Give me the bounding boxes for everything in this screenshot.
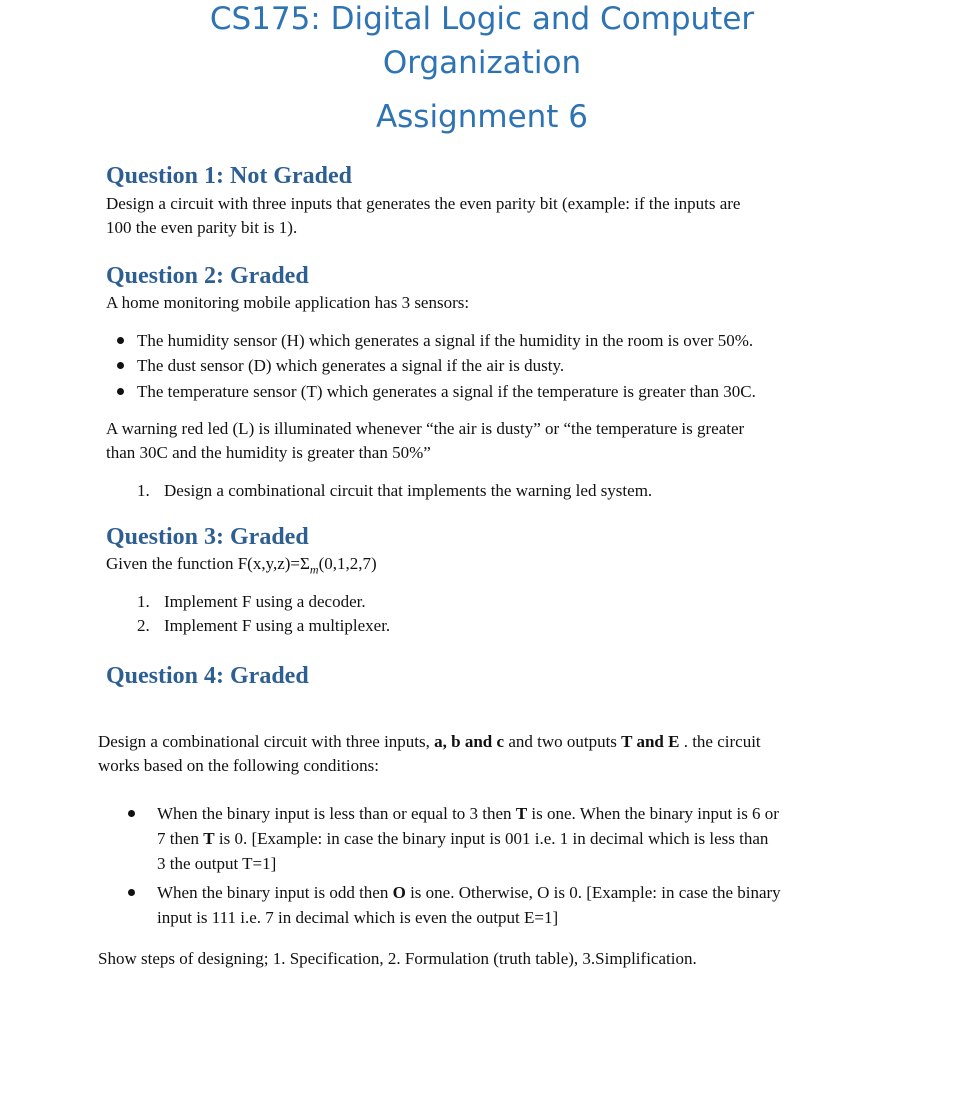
q2-warning-line2: than 30C and the humidity is greater than 50%” xyxy=(106,443,431,462)
bullet-icon xyxy=(117,337,124,344)
q2-warning-line1: A warning red led (L) is illuminated whenever “the air is dusty” or “the temperature is greater xyxy=(106,419,745,438)
q3-task-text: Implement F using a multiplexer. xyxy=(164,616,391,635)
q4-heading: Question 4: Graded xyxy=(106,663,309,689)
course-title-cont: Organization xyxy=(382,45,582,81)
q4-b1-text: 7 then xyxy=(157,829,204,848)
q4-b1-output: T xyxy=(203,829,215,848)
bullet-icon xyxy=(117,362,124,369)
q3-task-text: Implement F using a decoder. xyxy=(164,592,366,611)
q4-b2-text: is one. Otherwise, O is 0. [Example: in case the binary xyxy=(405,883,781,902)
q2-bullet-temperature: The temperature sensor (T) which generates a signal if the temperature is greater than 30C. xyxy=(137,382,756,401)
q4-bullet1-line2 xyxy=(157,827,768,851)
q2-bullet-humidity: The humidity sensor (H) which generates a signal if the humidity in the room is over 50%. xyxy=(137,331,754,350)
q4-p1-inputs: a, b and c xyxy=(434,732,505,751)
q1-text-line2: 100 the even parity bit is 1). xyxy=(106,218,298,237)
q3-task-number: 2. xyxy=(137,616,150,635)
q4-bullet2-line2: input is 111 i.e. 7 in decimal which is even the output E=1] xyxy=(157,908,559,927)
q1-heading: Question 1: Not Graded xyxy=(106,163,352,189)
bullet-icon xyxy=(117,388,124,395)
q2-intro: A home monitoring mobile application has 3 sensors: xyxy=(106,293,470,312)
q4-b1-text: is 0. [Example: in case the binary input is 001 i.e. 1 in decimal which is less than xyxy=(214,829,769,848)
q2-task-text: Design a combinational circuit that implements the warning led system. xyxy=(164,481,653,500)
q4-para-line1 xyxy=(98,730,761,754)
q4-b1-text: When the binary input is less than or equal to 3 then xyxy=(157,804,516,823)
course-title: CS175: Digital Logic and Computer xyxy=(209,1,755,37)
q3-given-suffix: (0,1,2,7) xyxy=(318,554,377,573)
q4-bullet2-line1 xyxy=(157,881,781,905)
q3-heading: Question 3: Graded xyxy=(106,524,309,550)
q4-bullet1-line3: 3 the output T=1] xyxy=(157,854,277,873)
q4-b1-text: is one. When the binary input is 6 or xyxy=(527,804,779,823)
q3-given xyxy=(106,552,377,581)
q4-b2-output: O xyxy=(392,883,406,902)
assignment-title: Assignment 6 xyxy=(375,99,589,135)
q4-steps: Show steps of designing; 1. Specification, 2. Formulation (truth table), 3.Simplification. xyxy=(98,949,697,968)
q1-text-line1: Design a circuit with three inputs that generates the even parity bit (example: if the inputs are xyxy=(106,194,741,213)
q4-p1-text: . the circuit xyxy=(679,732,761,751)
q3-task-number: 1. xyxy=(137,592,150,611)
bullet-icon xyxy=(128,889,135,896)
q4-b2-text: When the binary input is odd then xyxy=(157,883,393,902)
q3-given-prefix: Given the function F(x,y,z)=Σ xyxy=(106,554,310,573)
q4-b1-output: T xyxy=(515,804,528,823)
q4-p1-outputs: T and E xyxy=(621,732,680,751)
q4-bullet1-line1 xyxy=(157,802,779,826)
bullet-icon xyxy=(128,810,135,817)
q2-heading: Question 2: Graded xyxy=(106,263,309,289)
q2-task-number: 1. xyxy=(137,481,150,500)
q3-given-sub: m xyxy=(309,562,319,577)
q4-para-line2: works based on the following conditions: xyxy=(98,756,379,775)
q4-p1-text: and two outputs xyxy=(504,732,622,751)
q2-bullet-dust: The dust sensor (D) which generates a signal if the air is dusty. xyxy=(137,356,565,375)
q4-p1-text: Design a combinational circuit with three inputs, xyxy=(98,732,435,751)
